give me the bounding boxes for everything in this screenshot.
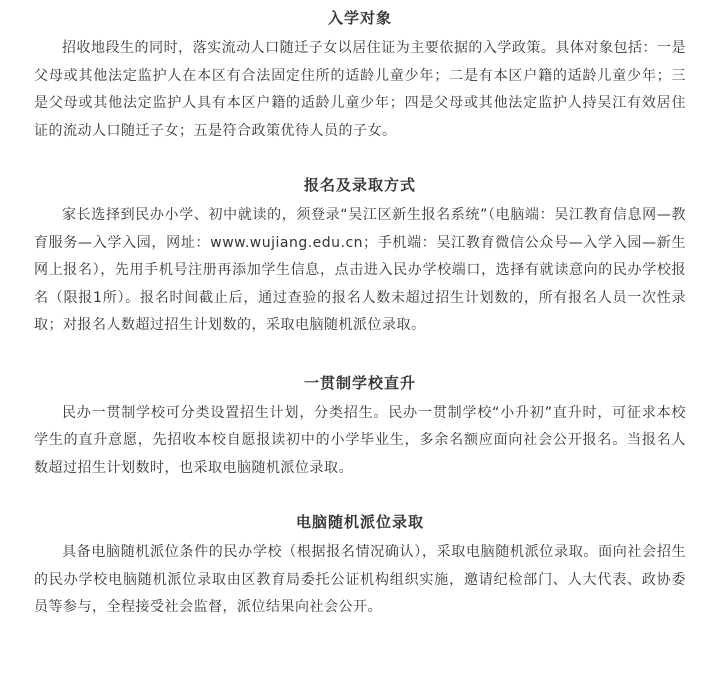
section-heading: 电脑随机派位录取 <box>295 513 424 531</box>
section-heading: 一贯制学校直升 <box>303 373 416 392</box>
section-heading: 入学对象 <box>327 9 392 27</box>
section-paragraph: 招收地段生的同时，落实流动人口随迁子女以居住证为主要依据的入学政策。具体对象包括：一是父母或其他法定监护人在本区有合法固定住所的适龄儿童少年；二是有本区户籍的适龄儿童少年；三是父母或其他法定监护人具有本区户籍的适龄儿童少年；四是父母或其他法定监护人持吴江有效居住证的流动人口随迁子女；五是符合政策优待人员的子女。 <box>34 40 686 139</box>
section-registration-admission <box>34 173 686 340</box>
spacer <box>34 340 686 371</box>
spacer <box>34 145 686 173</box>
section-paragraph: 家长选择到民办小学、初中就读的，须登录“吴江区新生报名系统”（电脑端：吴江教育信息网—教育服务—入学入园，网址：www.wujiang.edu.cn；手机端：吴江教育微信公众号—入学入园—新生网上报名），先用手机号注册再添加学生信息，点击进入民办学校端口，选择有就读意向的民办学校报名（限报1所）。报名时间截止后，通过查验的报名人数未超过招生计划数的，所有报名人员一次性录取；对报名人数超过招生计划数的，采取电脑随机派位录取。 <box>34 207 686 333</box>
section-enrollment-targets <box>34 6 686 145</box>
section-paragraph: 具备电脑随机派位条件的民办学校（根据报名情况确认），采取电脑随机派位录取。面向社会招生的民办学校电脑随机派位录取由区教育局委托公证机构组织实施，邀请纪检部门、人大代表、政协委员等参与，全程接受社会监督，派位结果向社会公开。 <box>34 544 686 615</box>
section-paragraph: 民办一贯制学校可分类设置招生计划，分类招生。民办一贯制学校“小升初”直升时，可征求本校学生的直升意愿，先招收本校自愿报读初中的小学毕业生，多余名额应面向社会公开报名。当报名人数超过招生计划数时，也采取电脑随机派位录取。 <box>34 404 686 476</box>
spacer <box>34 482 686 510</box>
section-heading: 报名及录取方式 <box>303 176 416 194</box>
section-direct-promotion <box>34 371 686 483</box>
section-random-lottery <box>34 510 686 622</box>
